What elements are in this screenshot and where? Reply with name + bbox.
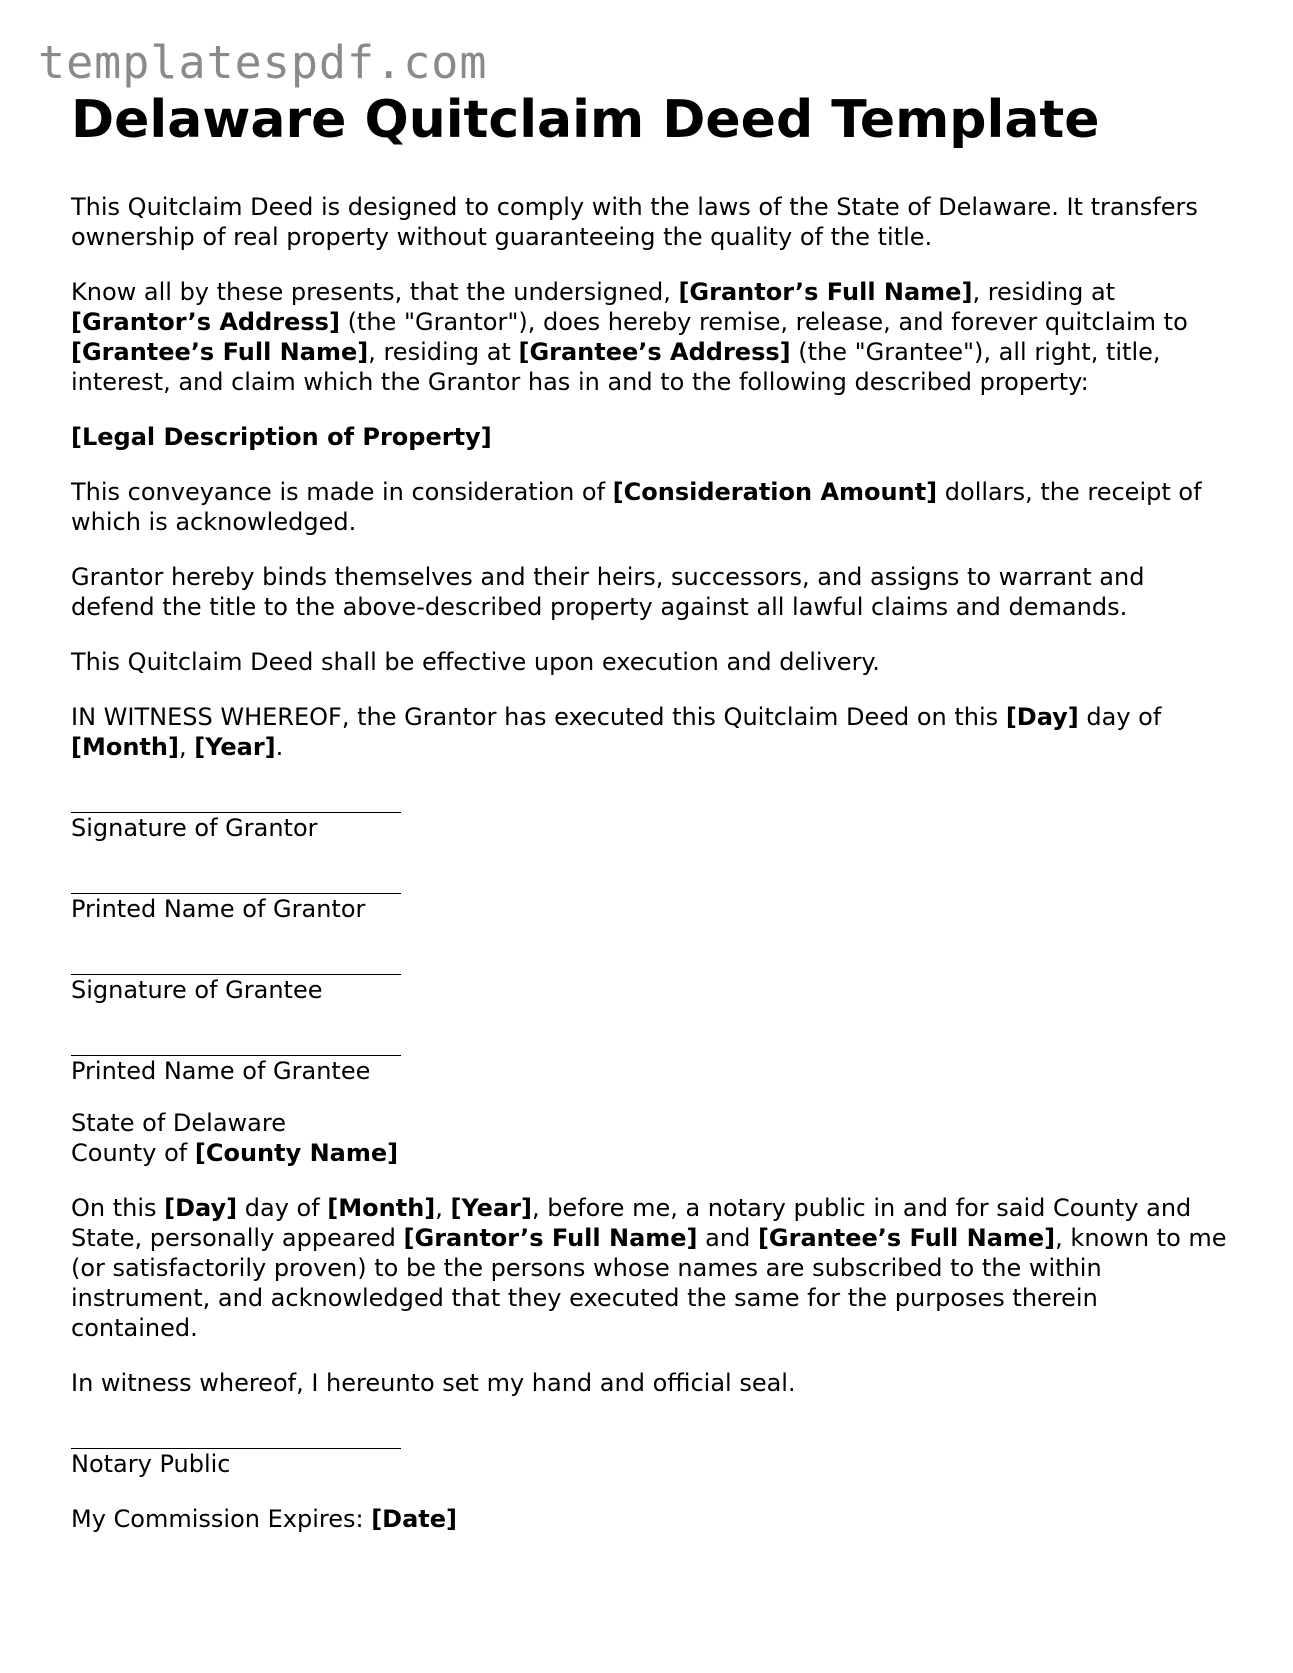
grantor-name-placeholder: [Grantor’s Full Name] <box>678 278 973 306</box>
signature-grantee-label: Signature of Grantee <box>71 976 323 1004</box>
know-text-1: Know all by these presents, that the undersigned, <box>71 278 679 306</box>
document-page <box>71 88 1231 1534</box>
notary-signature-block <box>71 1428 1231 1479</box>
legal-description <box>71 422 1231 452</box>
witness-month-placeholder: [Month] <box>71 733 179 761</box>
legal-description-placeholder: [Legal Description of Property] <box>71 423 492 451</box>
notary-text-4: , known to me (or satisfactorily proven) to be the persons whose names are subscribed to the within instrument, and acknowledged that they executed the same for the purposes therein contained. <box>71 1224 1227 1342</box>
know-text-4: , residing at <box>368 338 519 366</box>
witness-day-placeholder: [Day] <box>1005 703 1079 731</box>
conveyance-paragraph <box>71 277 1231 397</box>
notary-text-1: On this <box>71 1194 165 1222</box>
signature-grantor-label: Signature of Grantor <box>71 814 318 842</box>
state-line: State of Delaware <box>71 1109 286 1137</box>
notary-text-2: day of <box>237 1194 328 1222</box>
consideration-paragraph <box>71 477 1231 537</box>
notary-grantee-name-placeholder: [Grantee’s Full Name] <box>757 1224 1056 1252</box>
intro-paragraph: This Quitclaim Deed is designed to comply with the laws of the State of Delaware. It transfers ownership of real property without guaranteeing the quality of the title. <box>71 193 1198 251</box>
printed-name-block-grantee <box>71 1035 1231 1086</box>
printed-grantor-label: Printed Name of Grantor <box>71 895 366 923</box>
commission-label: My Commission Expires: <box>71 1505 372 1533</box>
commission-date-placeholder: [Date] <box>371 1505 458 1533</box>
witness-text-1: IN WITNESS WHEREOF, the Grantor has executed this Quitclaim Deed on this <box>71 703 1006 731</box>
signature-line <box>71 873 401 894</box>
watermark: templatespdf.com <box>38 36 488 89</box>
notary-day-placeholder: [Day] <box>164 1194 238 1222</box>
notary-month-placeholder: [Month] <box>327 1194 436 1222</box>
county-line <box>71 1138 1231 1168</box>
signature-line <box>71 954 401 975</box>
notary-paragraph <box>71 1193 1231 1343</box>
witness-year-placeholder: [Year] <box>194 733 276 761</box>
county-name-placeholder: [County Name] <box>194 1139 399 1167</box>
signature-line <box>71 1428 401 1449</box>
signature-line <box>71 792 401 813</box>
notary-sep: , <box>435 1194 451 1222</box>
binds-paragraph: Grantor hereby binds themselves and their heirs, successors, and assigns to warrant and defend the title to the above-described property against all lawful claims and demands. <box>71 563 1145 621</box>
know-text-3: (the "Grantor"), does hereby remise, release, and forever quitclaim to <box>339 308 1188 336</box>
consideration-text-1: This conveyance is made in consideration of <box>71 478 613 506</box>
signature-block-grantee <box>71 954 1231 1005</box>
commission-line <box>71 1504 1231 1534</box>
grantee-name-placeholder: [Grantee’s Full Name] <box>71 338 369 366</box>
witness-sep: , <box>178 733 195 761</box>
notary-grantor-name-placeholder: [Grantor’s Full Name] <box>403 1224 698 1252</box>
grantee-address-placeholder: [Grantee’s Address] <box>518 338 791 366</box>
notary-text-3: , before me, a notary public in and for said County and State, personally appeared <box>71 1194 1192 1252</box>
effective-paragraph: This Quitclaim Deed shall be effective upon execution and delivery. <box>71 648 880 676</box>
witness-text-2: day of <box>1078 703 1162 731</box>
witness-end: . <box>275 733 284 761</box>
consideration-amount-placeholder: [Consideration Amount] <box>612 478 938 506</box>
know-text-2: , residing at <box>972 278 1116 306</box>
printed-grantee-label: Printed Name of Grantee <box>71 1057 371 1085</box>
signature-line <box>71 1035 401 1056</box>
consideration-text-2: dollars, the receipt of which is acknowledged. <box>71 478 1202 536</box>
notary-year-placeholder: [Year] <box>450 1194 532 1222</box>
grantor-address-placeholder: [Grantor’s Address] <box>71 308 340 336</box>
notary-public-label: Notary Public <box>71 1450 231 1478</box>
witness-paragraph <box>71 702 1231 762</box>
county-label: County of <box>71 1139 195 1167</box>
document-title: Delaware Quitclaim Deed Template <box>71 90 1100 150</box>
signature-block-grantor <box>71 792 1231 843</box>
know-text-5: (the "Grantee"), all right, title, interest, and claim which the Grantor has in and to the following described property: <box>71 338 1161 396</box>
notary-and: and <box>697 1224 758 1252</box>
seal-paragraph: In witness whereof, I hereunto set my hand and official seal. <box>71 1369 796 1397</box>
printed-name-block-grantor <box>71 873 1231 924</box>
